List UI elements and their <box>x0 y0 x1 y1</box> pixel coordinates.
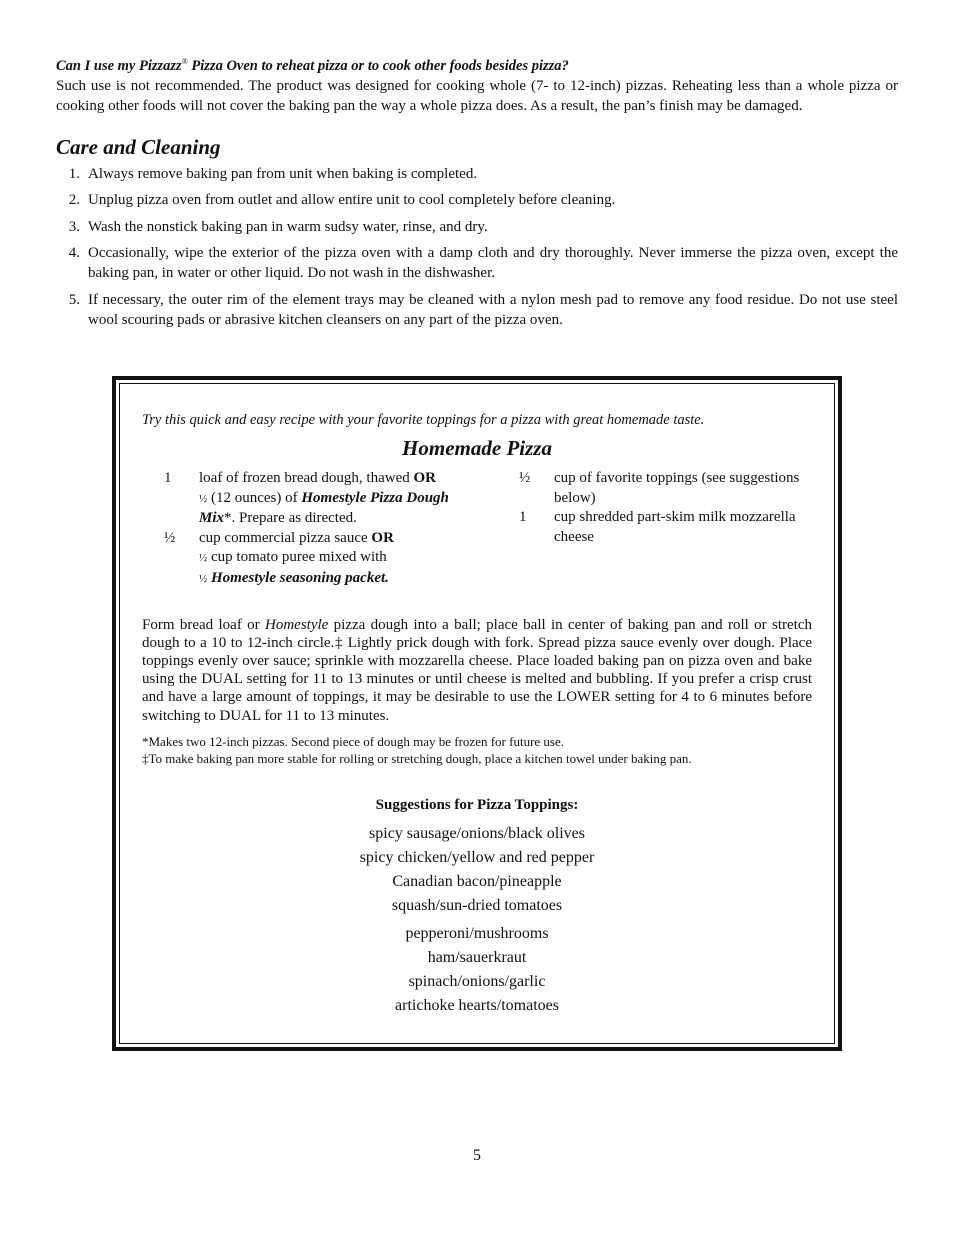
ingredient-text: cup shredded part-skim milk mozzarella cheese <box>554 509 796 545</box>
recipe-box <box>112 376 842 1051</box>
fraction: ½ <box>199 572 208 585</box>
recipe-method <box>142 616 812 725</box>
footnote: ‡To make baking pan more stable for rolling or stretching dough, place a kitchen towel under baking pan. <box>142 750 692 766</box>
method-text-part: pizza dough into a ball; place ball in center of baking pan and roll or stretch dough to a 10 to 12-inch circle.‡ Lightly prick dough with fork. Spread pizza sauce evenly over dough. Place toppings evenly over sauce; sprinkle with mozzarella cheese. Place loaded baking pan on pizza oven and bake using the DUAL setting for 11 to 13 minutes or until cheese is melted and bubbling. If you prefer a crisp crust and have a large amount of toppings, it may be desirable to use the LOWER setting for 4 to 6 minutes before switching to DUAL for 11 to 13 minutes. <box>142 616 812 724</box>
recipe-inner-frame <box>119 383 835 1044</box>
faq-answer: Such use is not recommended. The product was designed for cooking whole (7- to 12-inch) pizzas. Reheating less than a whole pizza or cooking other foods will not cover the baking pan the way a whole pizza does. As a result, the pan’s finish may be damaged. <box>56 77 898 114</box>
ingredient-qty: ½ <box>519 470 531 486</box>
list-item-text: Occasionally, wipe the exterior of the pizza oven with a damp cloth and dry thoroughly. Never immerse the pizza oven, except the baking pan, in water or other liquid. Do not wash in the dishwasher. <box>88 245 898 282</box>
list-item-text: Unplug pizza oven from outlet and allow entire unit to cool completely before cleaning. <box>88 192 616 209</box>
seasoning-packet-name: Homestyle seasoning packet. <box>207 569 389 586</box>
ingredient-text-part: cup tomato puree mixed with <box>207 549 387 566</box>
ingredient-qty: ½ <box>164 529 176 546</box>
fraction: ½ <box>199 492 208 505</box>
page-content <box>56 52 898 336</box>
ingredient-item <box>519 508 812 547</box>
ingredient-text: cup of favorite toppings (see suggestions below) <box>554 470 800 506</box>
list-item: spinach/onions/garlic <box>408 972 546 990</box>
recipe-title: Homemade Pizza <box>402 436 552 460</box>
list-item: spicy sausage/onions/black olives <box>369 824 585 842</box>
method-text-part: Form bread loaf or <box>142 616 266 633</box>
ingredients-right-column <box>477 469 812 590</box>
faq-question <box>56 52 898 76</box>
list-item-number: 3. <box>68 218 80 235</box>
toppings-suggestions-title: Suggestions for Pizza Toppings: <box>375 796 579 813</box>
list-item: spicy chicken/yellow and red pepper <box>359 848 595 866</box>
ingredients-left-column <box>142 469 477 590</box>
ingredient-text-part: cup commercial pizza sauce <box>199 529 372 546</box>
ingredient-item <box>519 469 812 508</box>
list-item-text: Always remove baking pan from unit when baking is completed. <box>88 165 478 182</box>
registered-mark: ® <box>181 57 188 66</box>
ingredient-item <box>164 469 477 529</box>
footnote: *Makes two 12-inch pizzas. Second piece of dough may be frozen for future use. <box>142 733 564 749</box>
list-item-text: Wash the nonstick baking pan in warm sudsy water, rinse, and dry. <box>88 218 488 235</box>
list-item: Canadian bacon/pineapple <box>392 872 562 890</box>
list-item <box>56 190 898 210</box>
list-item: ham/sauerkraut <box>427 948 527 966</box>
dough-mix-name: Homestyle Pizza Dough Mix <box>199 489 449 527</box>
list-item-number: 2. <box>68 192 80 209</box>
care-cleaning-title: Care and Cleaning <box>56 134 221 159</box>
toppings-suggestions-list <box>142 822 812 1018</box>
list-item-text: If necessary, the outer rim of the element trays may be cleaned with a nylon mesh pad to remove any food residue. Do not use steel wool scouring pads or abrasive kitchen cleansers on any part of the pizza oven. <box>88 291 898 328</box>
ingredients <box>142 469 812 590</box>
list-item <box>56 164 898 184</box>
list-item-number: 4. <box>68 245 80 262</box>
list-item: artichoke hearts/tomatoes <box>395 996 559 1014</box>
ingredient-text <box>199 469 477 529</box>
or-keyword: OR <box>413 470 436 486</box>
list-item: pepperoni/mushrooms <box>405 924 549 942</box>
list-item-number: 1. <box>68 165 80 182</box>
homestyle-word: Homestyle <box>265 616 329 633</box>
ingredient-text <box>199 529 477 590</box>
ingredient-text-part: (12 ounces) of <box>207 489 302 506</box>
list-item <box>56 217 898 237</box>
ingredient-item <box>164 529 477 590</box>
faq-question-end: Pizza Oven to reheat pizza or to cook other foods besides pizza? <box>187 57 569 74</box>
ingredient-qty: 1 <box>164 470 172 486</box>
list-item: squash/sun-dried tomatoes <box>391 896 563 914</box>
list-item-number: 5. <box>68 291 80 308</box>
fraction: ½ <box>199 552 208 565</box>
care-cleaning-list <box>56 164 898 330</box>
ingredient-text-part: loaf of frozen bread dough, thawed <box>199 470 414 486</box>
page-number: 5 <box>473 1147 481 1164</box>
recipe-intro: Try this quick and easy recipe with your favorite toppings for a pizza with great homemade taste. <box>142 412 705 428</box>
list-item <box>56 243 898 283</box>
recipe-footnotes <box>142 733 812 767</box>
or-keyword: OR <box>371 529 394 546</box>
ingredient-qty: 1 <box>519 509 527 526</box>
faq-question-start: Can I use my Pizzazz <box>56 57 182 74</box>
ingredient-text-part: *. Prepare as directed. <box>224 510 357 527</box>
list-item <box>56 290 898 330</box>
